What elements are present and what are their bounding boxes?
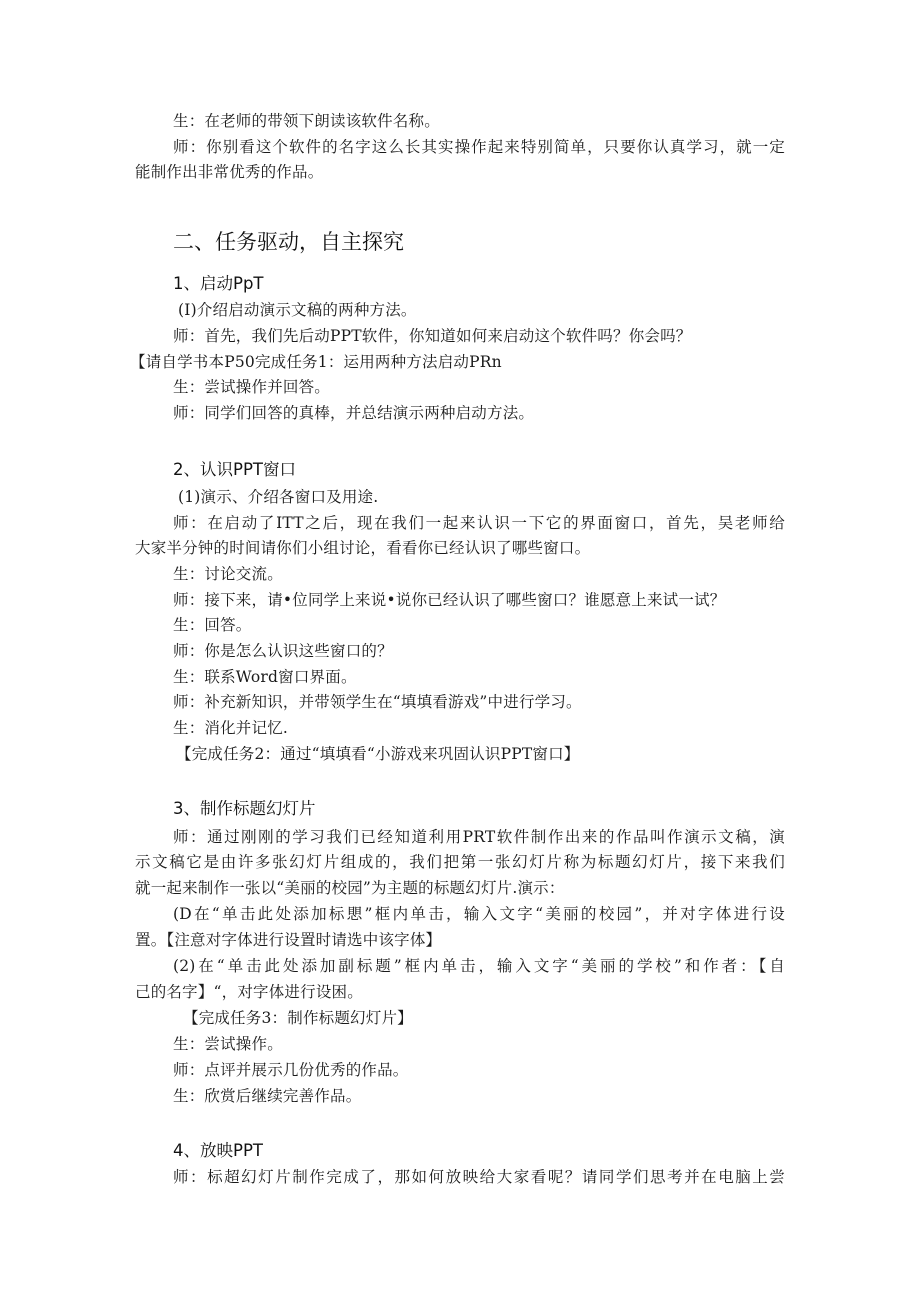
s1-line-1: (I)介绍启动演示文稿的两种方法。 [178, 301, 417, 319]
s1-line-4: 生：尝试操作并回答。 [173, 378, 331, 396]
s2-line-4: 师：接下来，请•位同学上来说•说你已经认识了哪些窗口？谁愿意上来试一试？ [173, 591, 726, 609]
section-heading: 二、任务驱动，自主探究 [173, 230, 404, 254]
s3-line-3: (2)在“单击此处添加副标题”框内单击，输入文字“美丽的学校”和作者：【自 [173, 957, 785, 975]
s1-line-3: 【请自学书本P50完成任务1：运用两种方法启动PRn [130, 353, 502, 371]
s3-line-6: 师：点评并展示几份优秀的作品。 [173, 1061, 409, 1079]
s4-line-1: 师：标超幻灯片制作完成了，那如何放映给大家看呢？请同学们思考并在电脑上尝 [173, 1168, 785, 1186]
subsection-heading-4: 4、放映PPT [173, 1141, 263, 1160]
s3-line-1-cont2: 就一起来制作一张以“美丽的校园”为主题的标题幻灯片.演示： [135, 879, 565, 897]
s2-line-7: 生：联系Word窗口界面。 [173, 668, 357, 686]
s3-line-5: 生：尝试操作。 [173, 1035, 283, 1053]
s2-line-5: 生：回答。 [173, 616, 252, 634]
subsection-heading-2: 2、认识PPT窗口 [173, 460, 296, 479]
s2-line-9: 生：消化并记忆. [173, 719, 289, 737]
s3-line-2: (D在“单击此处添加标愳”框内单击，输入文字“美丽的校园”，并对字体进行设 [173, 905, 785, 923]
s2-line-6: 师：你是怎么认识这些窗口的？ [173, 642, 393, 660]
s1-line-5: 师：同学们回答的真棒，并总结演示两种启动方法。 [173, 404, 535, 422]
s1-line-2: 师：首先，我们先后动PPT软件，你知道如何来启动这个软件吗？你会吗？ [173, 327, 692, 345]
intro-teacher-line: 师：你别看这个软件的名字这么长其实操作起来特别简单，只要你认真学习，就一定 [173, 138, 785, 156]
s3-line-1: 师：通过刚刚的学习我们已经知道利用PRT软件制作出来的作品叫作演示文稿，演 [173, 828, 785, 846]
intro-teacher-line-cont: 能制作出非常优秀的作品。 [135, 163, 324, 181]
s3-line-7: 生：欣赏后继续完善作品。 [173, 1087, 362, 1105]
s3-line-1-cont: 示文稿它是由许多张幻灯片组成的，我们把第一张幻灯片称为标题幻灯片，接下来我们 [135, 853, 785, 871]
s3-line-2-cont: 置。【注意对字体进行设置时请选中该字体】 [135, 931, 442, 949]
subsection-heading-3: 3、制作标题幻灯片 [173, 799, 316, 818]
s3-line-4: 【完成任务3：制作标题幻灯片】 [183, 1009, 413, 1027]
s3-line-3-cont: 己的名字】“，对字体进行设困。 [135, 983, 363, 1001]
subsection-heading-1: 1、启动PpT [173, 274, 264, 293]
s2-line-1: (1)演示、介绍各窗口及用途. [178, 488, 379, 506]
s2-line-2-cont: 大家半分钟的时间请你们小组讨论，看看你已经认识了哪些窗口。 [135, 539, 591, 557]
intro-student-line: 生：在老师的带领下朗读该软件名称。 [173, 112, 440, 130]
s2-line-3: 生：讨论交流。 [173, 565, 283, 583]
s2-line-2: 师：在启动了ITT之后，现在我们一起来认识一下它的界面窗口，首先，吴老师给 [173, 514, 785, 532]
s2-line-8: 师：补充新知识，并带领学生在“填填看游戏”中进行学习。 [173, 693, 582, 711]
s2-line-10: 【完成任务2：通过“填填看“小游戏来巩固认识PPT窗口】 [176, 745, 580, 763]
